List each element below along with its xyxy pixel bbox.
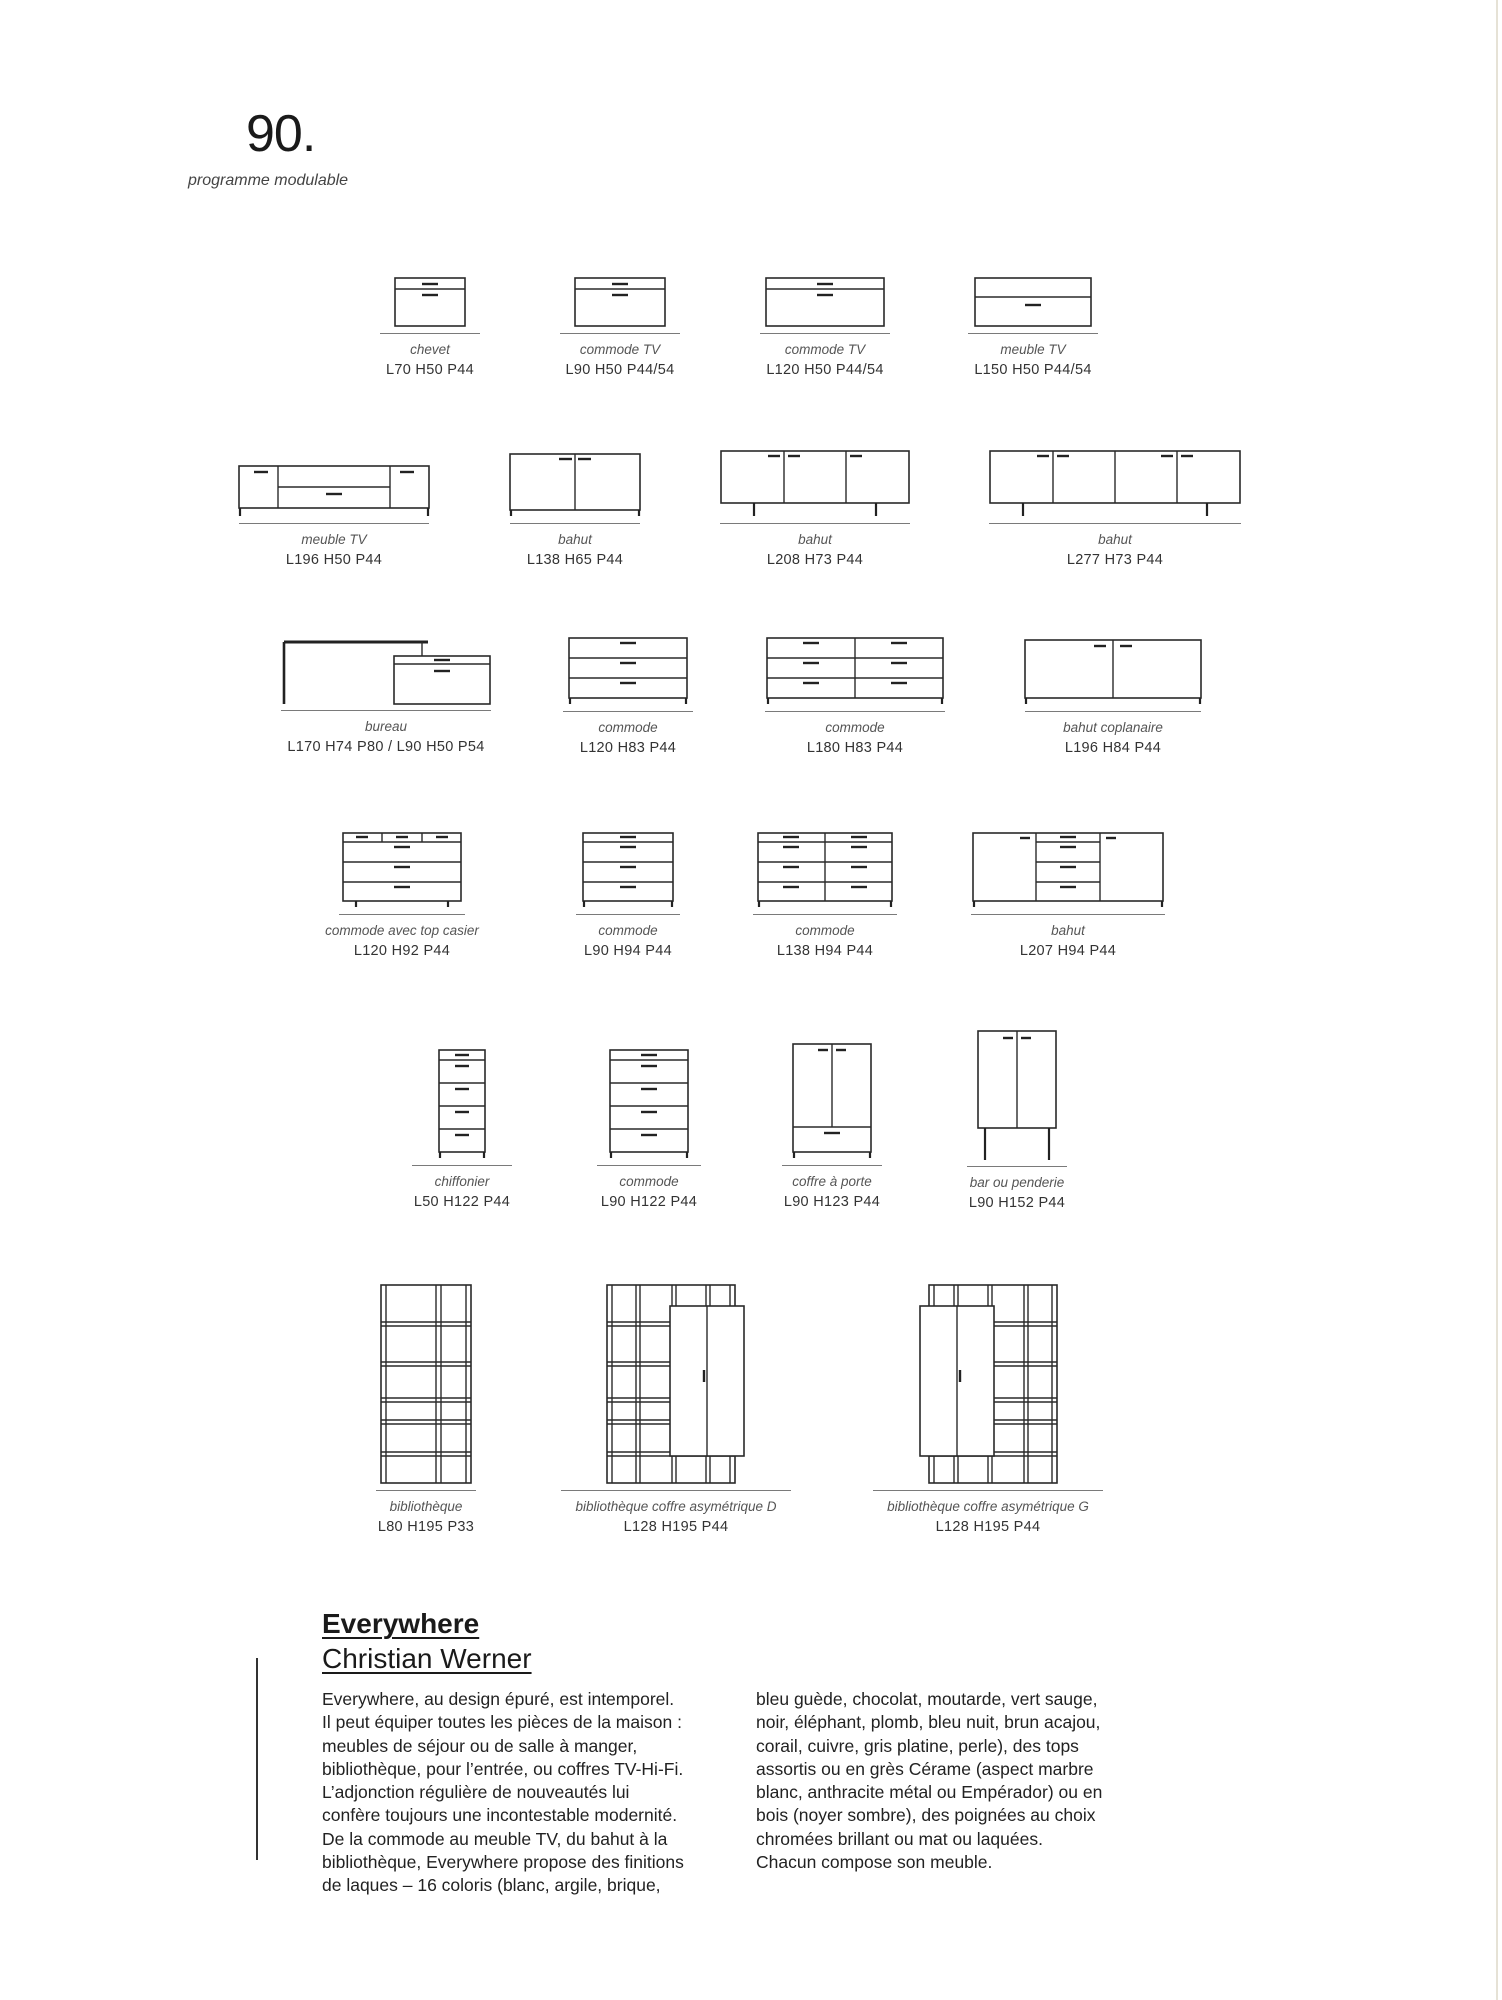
catalog-item-bibliotheque-coffre-d xyxy=(556,1284,796,1537)
bahut-drawing xyxy=(972,832,1164,908)
bahut-coplanaire-drawing xyxy=(1024,639,1202,705)
item-dims: L277 H73 P44 xyxy=(1066,552,1164,569)
item-name: bahut xyxy=(1098,532,1132,547)
item-name: meuble TV xyxy=(1000,342,1066,357)
catalog-item-bahut-277 xyxy=(988,450,1242,570)
commode-drawing xyxy=(766,637,944,705)
item-name: meuble TV xyxy=(301,532,367,547)
bibliotheque-coffre-g-drawing xyxy=(918,1284,1058,1484)
catalog-item-commode-90-122 xyxy=(594,1049,704,1212)
bibliotheque-drawing xyxy=(380,1284,472,1484)
text-line: L’adjonction régulière de nouveautés lui xyxy=(322,1782,630,1803)
commode-tv-drawing xyxy=(765,277,885,327)
base-line xyxy=(782,1165,882,1166)
item-name: bureau xyxy=(364,719,408,734)
text-line: Il peut équiper toutes les pièces de la maison : xyxy=(322,1712,682,1733)
commode-top-casier-drawing xyxy=(342,832,462,908)
base-line xyxy=(989,523,1241,524)
item-dims: L128 H195 P44 xyxy=(935,1519,1041,1536)
item-name: commode xyxy=(598,720,658,735)
base-line xyxy=(339,914,465,915)
text-line: Chacun compose son meuble. xyxy=(756,1852,993,1873)
item-name: chevet xyxy=(410,342,450,357)
item-dims: L120 H83 P44 xyxy=(579,740,677,757)
catalog-item-commode-top-casier xyxy=(306,832,498,961)
text-line: noir, éléphant, plomb, bleu nuit, brun acajou, xyxy=(756,1712,1101,1733)
item-dims: L196 H84 P44 xyxy=(1064,740,1162,757)
text-line: bois (noyer sombre), des poignées au choix xyxy=(756,1805,1096,1826)
item-name: bahut xyxy=(798,532,832,547)
catalog-item-bibliotheque-coffre-g xyxy=(868,1284,1108,1537)
text-line: meubles de séjour ou de salle à manger, xyxy=(322,1735,638,1756)
base-line xyxy=(1025,711,1201,712)
item-dims: L80 H195 P33 xyxy=(377,1519,475,1536)
side-rule xyxy=(256,1658,258,1860)
base-line xyxy=(968,333,1098,334)
bar-ou-penderie-drawing xyxy=(977,1030,1057,1160)
description-column-2 xyxy=(756,1688,1166,1874)
item-dims: L50 H122 P44 xyxy=(413,1194,511,1211)
catalog-item-commode-180 xyxy=(765,637,945,758)
base-line xyxy=(560,333,680,334)
item-dims: L90 H94 P44 xyxy=(584,943,672,960)
text-line: bibliothèque, Everywhere propose des finitions xyxy=(322,1852,684,1873)
item-dims: L180 H83 P44 xyxy=(806,740,904,757)
chiffonier-drawing xyxy=(438,1049,486,1159)
item-name: bar ou penderie xyxy=(969,1175,1065,1190)
commode-drawing xyxy=(568,637,688,705)
catalog-item-commode-120 xyxy=(560,637,696,758)
meuble-tv-drawing xyxy=(974,277,1092,327)
item-dims: L138 H65 P44 xyxy=(526,552,624,569)
item-name: commode TV xyxy=(579,342,661,357)
base-line xyxy=(760,333,890,334)
item-dims: L128 H195 P44 xyxy=(623,1519,729,1536)
item-dims: L90 H152 P44 xyxy=(968,1195,1066,1212)
catalog-item-bar-ou-penderie xyxy=(952,1030,1082,1213)
text-line: de laques – 16 coloris (blanc, argile, brique, xyxy=(322,1875,661,1896)
item-dims: L170 H74 P80 / L90 H50 P54 xyxy=(287,739,485,756)
item-dims: L90 H50 P44/54 xyxy=(565,362,675,379)
item-dims: L207 H94 P44 xyxy=(1019,943,1117,960)
item-name: bahut xyxy=(558,532,592,547)
base-line xyxy=(753,914,897,915)
catalog-item-commode-90 xyxy=(568,832,688,961)
item-name: coffre à porte xyxy=(792,1174,872,1189)
catalog-item-commode-tv-120 xyxy=(750,277,900,380)
text-line: chromées brillant ou mat ou laquées. xyxy=(756,1828,1043,1849)
item-name: commode xyxy=(825,720,885,735)
text-line: bibliothèque, pour l’entrée, ou coffres TV-Hi-Fi. xyxy=(322,1758,684,1779)
catalog-item-meuble-tv-196 xyxy=(234,465,434,570)
base-line xyxy=(376,1490,476,1491)
product-designer: Christian Werner xyxy=(322,1643,532,1674)
item-dims: L150 H50 P44/54 xyxy=(974,362,1092,379)
catalog-item-meuble-tv-150 xyxy=(958,277,1108,380)
bahut-drawing xyxy=(720,450,910,517)
product-title: Everywhere xyxy=(322,1608,480,1639)
catalog-item-bahut-138 xyxy=(505,453,645,570)
text-line: De la commode au meuble TV, du bahut à la xyxy=(322,1828,668,1849)
commode-drawing xyxy=(609,1049,689,1159)
base-line xyxy=(380,333,480,334)
item-dims: L196 H50 P44 xyxy=(285,552,383,569)
chevet-drawing xyxy=(394,277,466,327)
text-line: blanc, anthracite métal ou Empérador) ou en xyxy=(756,1782,1103,1803)
bibliotheque-coffre-d-drawing xyxy=(606,1284,746,1484)
base-line xyxy=(765,711,945,712)
catalog-item-chevet xyxy=(370,277,490,380)
item-name: commode xyxy=(795,923,855,938)
item-dims: L208 H73 P44 xyxy=(766,552,864,569)
catalog-item-bibliotheque xyxy=(366,1284,486,1537)
item-dims: L70 H50 P44 xyxy=(386,362,474,379)
item-name: bahut xyxy=(1051,923,1085,938)
item-dims: L120 H92 P44 xyxy=(353,943,451,960)
catalog-item-bahut-207 xyxy=(968,832,1168,961)
base-line xyxy=(561,1490,791,1491)
catalog-item-bureau xyxy=(274,640,498,757)
text-line: bleu guède, chocolat, moutarde, vert sauge, xyxy=(756,1689,1098,1709)
item-dims: L138 H94 P44 xyxy=(776,943,874,960)
item-name: bibliothèque coffre asymétrique G xyxy=(887,1499,1089,1514)
base-line xyxy=(412,1165,512,1166)
bureau-drawing xyxy=(280,640,492,704)
catalog-item-coffre-a-porte xyxy=(777,1043,887,1212)
page-subtitle: programme modulable xyxy=(188,172,349,189)
item-name: bibliothèque xyxy=(389,1499,463,1514)
base-line xyxy=(510,523,640,524)
catalog-item-bahut-coplanaire xyxy=(1020,639,1206,758)
base-line xyxy=(576,914,680,915)
item-name: commode avec top casier xyxy=(325,923,479,938)
item-name: commode xyxy=(619,1174,679,1189)
page-number: 90. xyxy=(246,105,316,163)
bahut-drawing xyxy=(509,453,641,517)
base-line xyxy=(563,711,693,712)
base-line xyxy=(967,1166,1067,1167)
bahut-drawing xyxy=(989,450,1241,517)
meuble-tv-drawing xyxy=(238,465,430,517)
item-dims: L120 H50 P44/54 xyxy=(766,362,884,379)
coffre-a-porte-drawing xyxy=(792,1043,872,1159)
commode-tv-drawing xyxy=(574,277,666,327)
commode-drawing xyxy=(757,832,893,908)
catalog-item-commode-tv-90 xyxy=(560,277,680,380)
item-name: commode xyxy=(598,923,658,938)
description-column-1 xyxy=(322,1688,732,1898)
item-name: bibliothèque coffre asymétrique D xyxy=(575,1499,777,1514)
text-line: Everywhere, au design épuré, est intemporel. xyxy=(322,1689,675,1709)
catalog-item-chiffonier xyxy=(412,1049,512,1212)
item-name: chiffonier xyxy=(434,1174,490,1189)
item-dims: L90 H123 P44 xyxy=(783,1194,881,1211)
base-line xyxy=(239,523,429,524)
text-line: confère toujours une incontestable modernité. xyxy=(322,1805,678,1826)
base-line xyxy=(281,710,491,711)
text-line: corail, cuivre, gris platine, perle), des tops xyxy=(756,1735,1079,1756)
base-line xyxy=(597,1165,701,1166)
commode-drawing xyxy=(582,832,674,908)
item-name: commode TV xyxy=(784,342,866,357)
item-dims: L90 H122 P44 xyxy=(600,1194,698,1211)
base-line xyxy=(720,523,910,524)
catalog-item-commode-138 xyxy=(748,832,902,961)
text-line: assortis ou en grès Cérame (aspect marbre xyxy=(756,1758,1094,1779)
catalog-item-bahut-208 xyxy=(720,450,910,570)
base-line xyxy=(873,1490,1103,1491)
base-line xyxy=(971,914,1165,915)
page-edge-line xyxy=(1496,0,1498,2000)
item-name: bahut coplanaire xyxy=(1063,720,1163,735)
